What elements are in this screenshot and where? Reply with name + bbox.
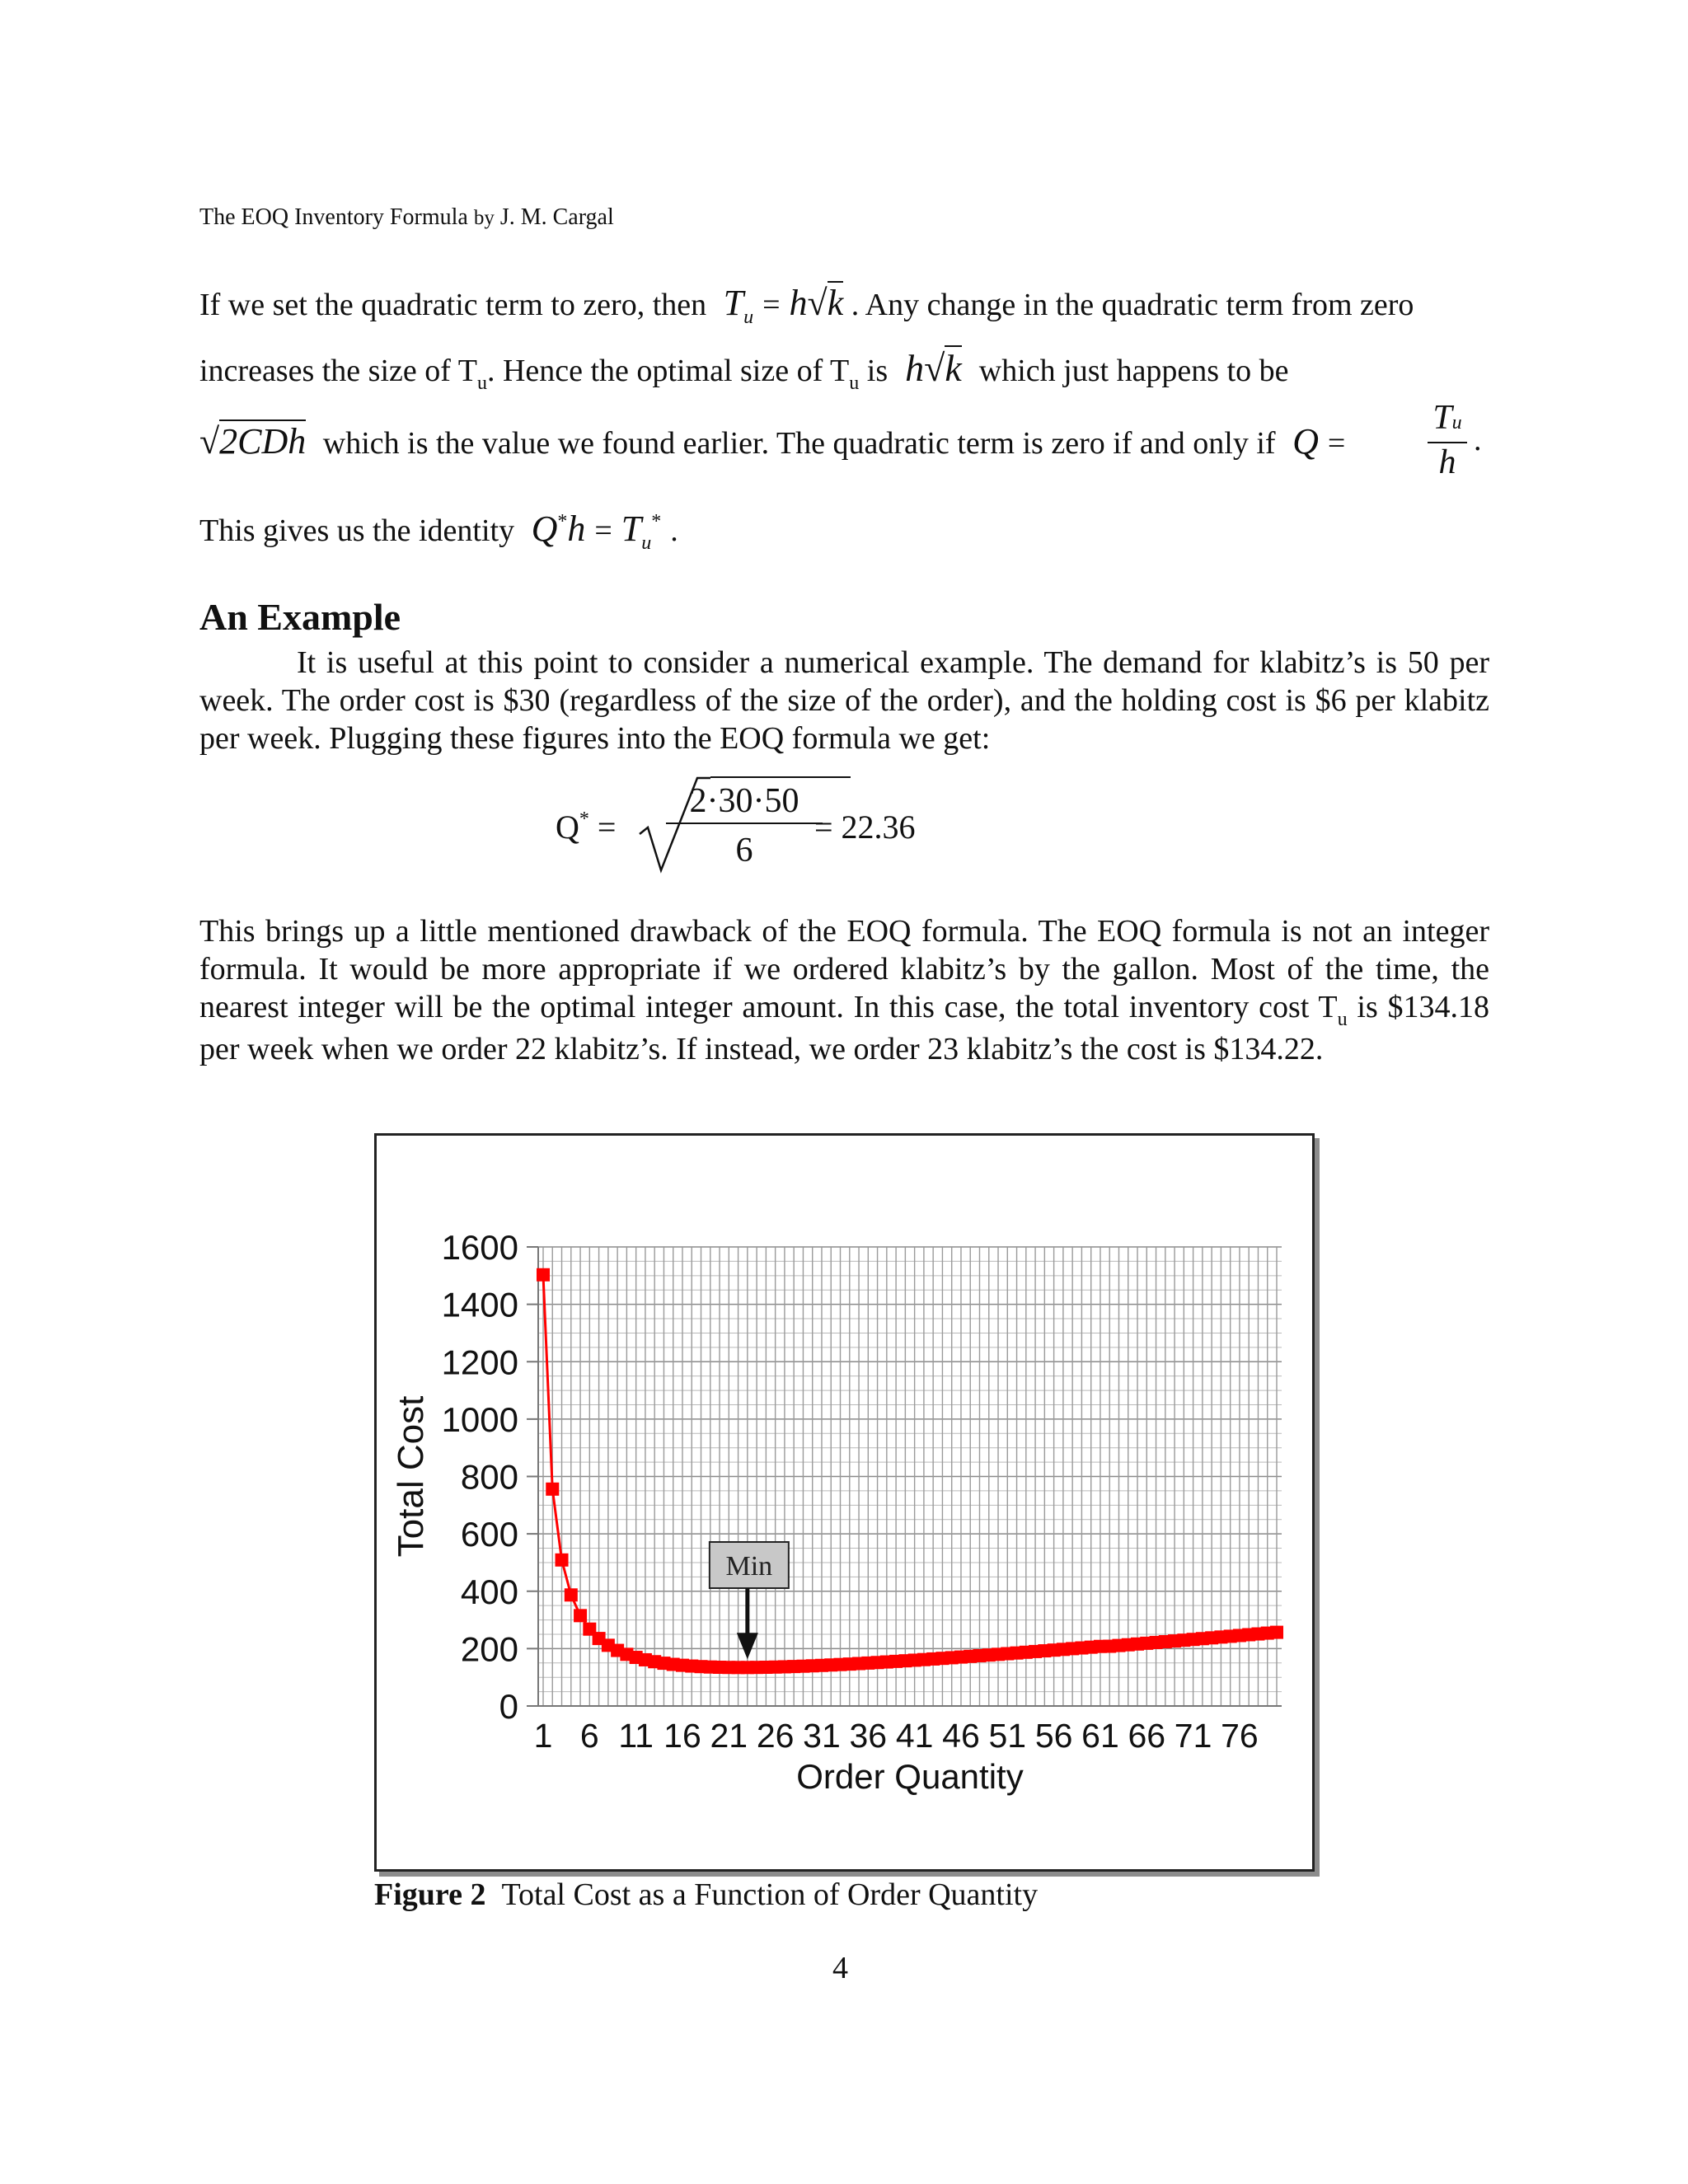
data-point <box>546 1483 559 1496</box>
y-tick-label: 200 <box>460 1629 518 1669</box>
text-run: . Any change in the quadratic term from zero <box>851 288 1414 322</box>
data-point <box>1270 1626 1283 1639</box>
series-line <box>543 1275 1277 1668</box>
section-heading: An Example <box>199 596 401 638</box>
min-annotation-label: Min <box>725 1551 773 1582</box>
x-tick-label: 21 <box>710 1717 748 1755</box>
header-by: by <box>473 207 495 229</box>
page-number: 4 <box>832 1951 848 1985</box>
y-tick-label: 1200 <box>441 1343 518 1382</box>
x-tick-label: 41 <box>895 1717 934 1755</box>
eq-numerator: 2·30·50 <box>666 780 823 824</box>
min-arrow-head <box>737 1633 758 1659</box>
data-point <box>565 1588 578 1601</box>
caption-label: Figure 2 <box>374 1877 486 1912</box>
x-tick-label: 1 <box>533 1717 553 1755</box>
figure-frame <box>374 1133 1315 1872</box>
period: . <box>1474 423 1482 457</box>
x-tick-label: 46 <box>942 1717 980 1755</box>
y-axis-title: Total Cost <box>391 1395 431 1558</box>
header-title: The EOQ Inventory Formula <box>199 204 468 230</box>
para1-line3 <box>199 420 1345 462</box>
figure-caption <box>374 1877 1038 1913</box>
y-tick-label: 1400 <box>441 1285 518 1324</box>
eoq-equation <box>556 773 951 880</box>
x-tick-label: 36 <box>849 1717 888 1755</box>
data-point <box>537 1268 550 1282</box>
total-cost-chart <box>377 1136 1312 1869</box>
x-tick-label: 66 <box>1128 1717 1166 1755</box>
x-axis-title: Order Quantity <box>796 1757 1024 1796</box>
para1-line1 <box>199 282 1414 328</box>
y-tick-label: 1600 <box>441 1228 518 1267</box>
x-tick-label: 56 <box>1034 1717 1073 1755</box>
eq-denominator: 6 <box>735 832 753 869</box>
running-header <box>199 204 614 231</box>
text-run: increases the size of T <box>199 354 477 388</box>
subscript-u: u <box>1337 1009 1348 1030</box>
x-tick-label: 61 <box>1081 1717 1119 1755</box>
x-tick-label: 51 <box>988 1717 1027 1755</box>
paragraph-integer-drawback <box>199 912 1489 1068</box>
math-tu-equals-h-root-k: $T_u = h√k$ <box>714 283 844 328</box>
subscript-u: u <box>849 373 860 394</box>
x-tick-label: 71 <box>1174 1717 1212 1755</box>
para1-line2 <box>199 346 1289 394</box>
math-root-2cdh: √2CDh <box>199 421 307 462</box>
x-tick-label: 26 <box>756 1717 795 1755</box>
math-h-root-k: h√k <box>895 347 962 389</box>
x-tick-label: 6 <box>579 1717 599 1755</box>
text-run: This brings up a little mentioned drawback of the EOQ formula. The EOQ formula is not an integer formula. It would be more appropriate if we ordered klabitz’s by the gallon. Most of the time, the nearest integer will be the optimal integer amount. In this case, the total inventory cost T <box>199 914 1489 1024</box>
text-run: If we set the quadratic term to zero, then <box>199 288 707 322</box>
y-tick-label: 800 <box>460 1457 518 1497</box>
x-tick-label: 76 <box>1221 1717 1259 1755</box>
x-tick-label: 16 <box>663 1717 701 1755</box>
text-run: which is the value we found earlier. The quadratic term is zero if and only if <box>322 426 1276 461</box>
math-identity-qh-tu: $Q^*h = T_u^*$ . <box>522 509 678 554</box>
para1-line4 <box>199 508 678 554</box>
text-run: is $134.18 per week when we order 22 klabitz’s. If instead, we order 23 klabitz’s the cost is $134.22. <box>199 990 1489 1066</box>
subscript-u: u <box>476 373 487 394</box>
text-run: . Hence the optimal size of T <box>486 354 850 388</box>
math-fraction-tu-over-h: Tu h <box>1428 399 1467 481</box>
text-run: is <box>866 354 889 388</box>
x-tick-label: 11 <box>618 1717 654 1755</box>
y-tick-label: 1000 <box>441 1399 518 1439</box>
x-tick-label: 31 <box>803 1717 841 1755</box>
eq-result: = 22.36 <box>814 808 916 846</box>
caption-text: Total Cost as a Function of Order Quantity <box>501 1877 1039 1912</box>
text-run: This gives us the identity <box>199 513 515 548</box>
y-tick-label: 0 <box>499 1687 518 1726</box>
y-tick-label: 400 <box>460 1572 518 1611</box>
text-run: which just happens to be <box>978 354 1289 388</box>
y-tick-label: 600 <box>460 1515 518 1554</box>
data-point <box>556 1554 569 1567</box>
math-q-equals: Q = <box>1283 421 1346 462</box>
paragraph-example: It is useful at this point to consider a numerical example. The demand for klabitz’s is 50 per week. The order cost is $30 (regardless of the size of the order), and the holding cost is $6 per klabitz per week. Plugging these figures into the EOQ formula we get: <box>199 645 1489 756</box>
data-point <box>574 1609 587 1622</box>
eq-lhs: Q* = <box>556 808 617 846</box>
header-author: J. M. Cargal <box>499 204 614 230</box>
